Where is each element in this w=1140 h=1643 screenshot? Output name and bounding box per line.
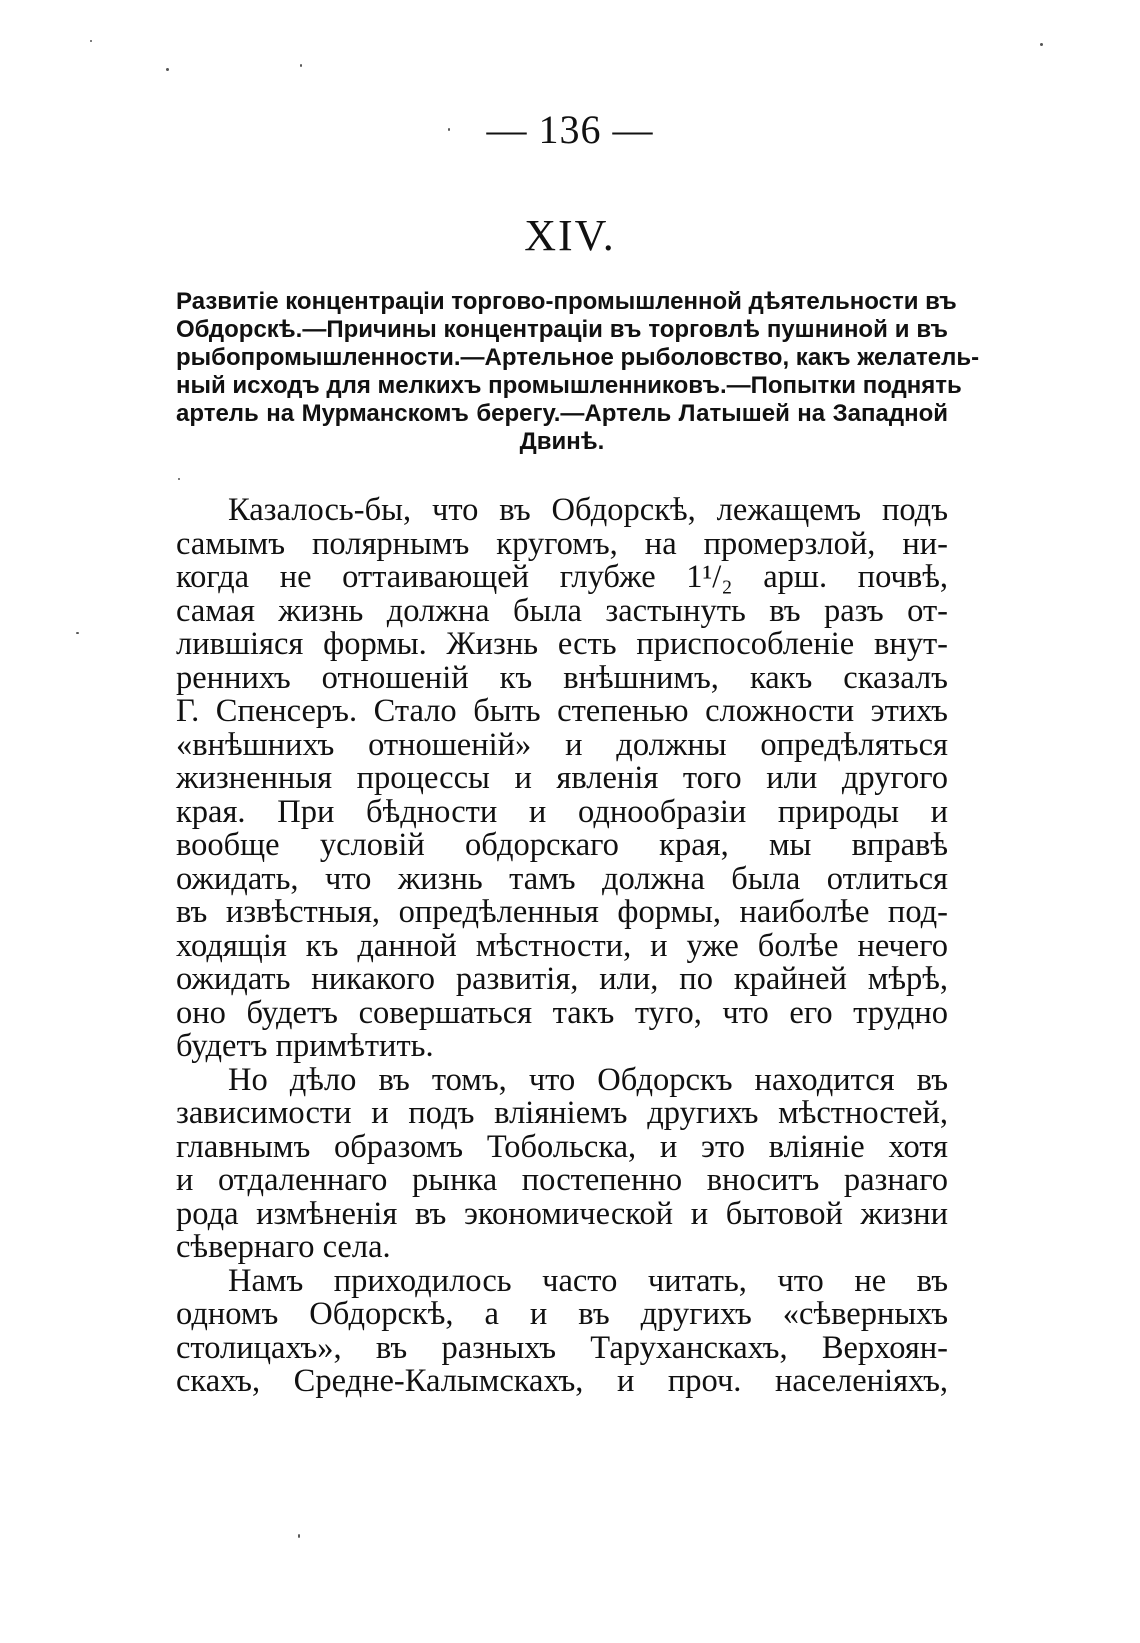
text-line: ожидать, что жизнь тамъ должна была отлиться (176, 860, 948, 897)
text-line: ожидать никакого развитія, или, по крайней мѣрѣ, (176, 961, 948, 997)
text-line: самая жизнь должна была застынуть въ разъ от- (176, 592, 948, 629)
text-line: главнымъ образомъ Тобольска, и это вліяніе хотя (176, 1128, 948, 1165)
text-line: «внѣшнихъ отношеній» и должны опредѣляться (176, 726, 948, 763)
scan-speck (166, 68, 169, 71)
text-line: реннихъ отношеній къ внѣшнимъ, какъ сказалъ (176, 659, 948, 696)
synopsis-line: Двинѣ. (519, 428, 605, 455)
text-line: столицахъ», въ разныхъ Таруханскахъ, Верхоян- (176, 1329, 948, 1366)
chapter-synopsis (176, 288, 980, 456)
chapter-number: XIV. (524, 211, 616, 260)
synopsis-line: Обдорскѣ.—Причины концентраціи въ торговлѣ пушниной и въ (176, 316, 948, 343)
text-line: Но дѣло въ томъ, что Обдорскъ находится въ (228, 1061, 948, 1098)
scan-speck (298, 1534, 300, 1538)
synopsis-line: ный исходъ для мелкихъ промышленниковъ.—Попытки поднять (176, 372, 962, 399)
text-line: зависимости и подъ вліяніемъ другихъ мѣстностей, (176, 1095, 948, 1131)
text-line: жизненныя процессы и явленія того или другого (176, 760, 948, 796)
text-line: одномъ Обдорскѣ, а и въ другихъ «сѣверныхъ (176, 1296, 948, 1332)
text-line: лившіяся формы. Жизнь есть приспособленіе внут- (176, 626, 948, 662)
scan-speck (300, 64, 302, 67)
synopsis-line: Развитіе концентраціи торгово-промышленной дѣятельности въ (176, 288, 957, 315)
text-line: края. При бѣдности и однообразіи природы и (176, 793, 948, 830)
synopsis-line: артель на Мурманскомъ берегу.—Артель Латышей на Западной (176, 400, 948, 427)
page-number: — 136 — (486, 107, 654, 152)
text-line: сѣвернаго села. (176, 1229, 391, 1265)
text-line: когда не оттаивающей глубже 1¹/₂ арш. почвѣ, (176, 559, 948, 595)
body-text (176, 494, 948, 1399)
text-line: и отдаленнаго рынка постепенно вноситъ разнаго (176, 1162, 948, 1198)
text-line: будетъ примѣтить. (176, 1028, 434, 1064)
scan-speck (448, 128, 450, 131)
text-line: въ извѣстныя, опредѣленныя формы, наиболѣе под- (176, 894, 948, 930)
text-line: самымъ полярнымъ кругомъ, на промерзлой, ни- (176, 525, 948, 562)
text-line: оно будетъ совершаться такъ туго, что его трудно (176, 994, 948, 1031)
text-line: рода измѣненія въ экономической и бытовой жизни (176, 1195, 948, 1232)
text-line: скахъ, Средне-Калымскахъ, и проч. населеніяхъ, (176, 1363, 948, 1399)
text-line: Казалось-бы, что въ Обдорскѣ, лежащемъ подъ (228, 492, 948, 528)
scan-speck (76, 632, 79, 634)
text-line: ходящія къ данной мѣстности, и уже болѣе нечего (176, 927, 948, 964)
text-line: Намъ приходилось часто читать, что не въ (228, 1262, 948, 1299)
scan-speck (1040, 43, 1043, 46)
text-line: вообще условій обдорскаго края, мы вправѣ (176, 827, 948, 863)
text-line: Г. Спенсеръ. Стало быть степенью сложности этихъ (176, 693, 948, 729)
scan-speck (90, 40, 92, 42)
scan-speck (178, 478, 180, 480)
synopsis-line: рыбопромышленности.—Артельное рыболовство, какъ желатель- (176, 344, 980, 371)
